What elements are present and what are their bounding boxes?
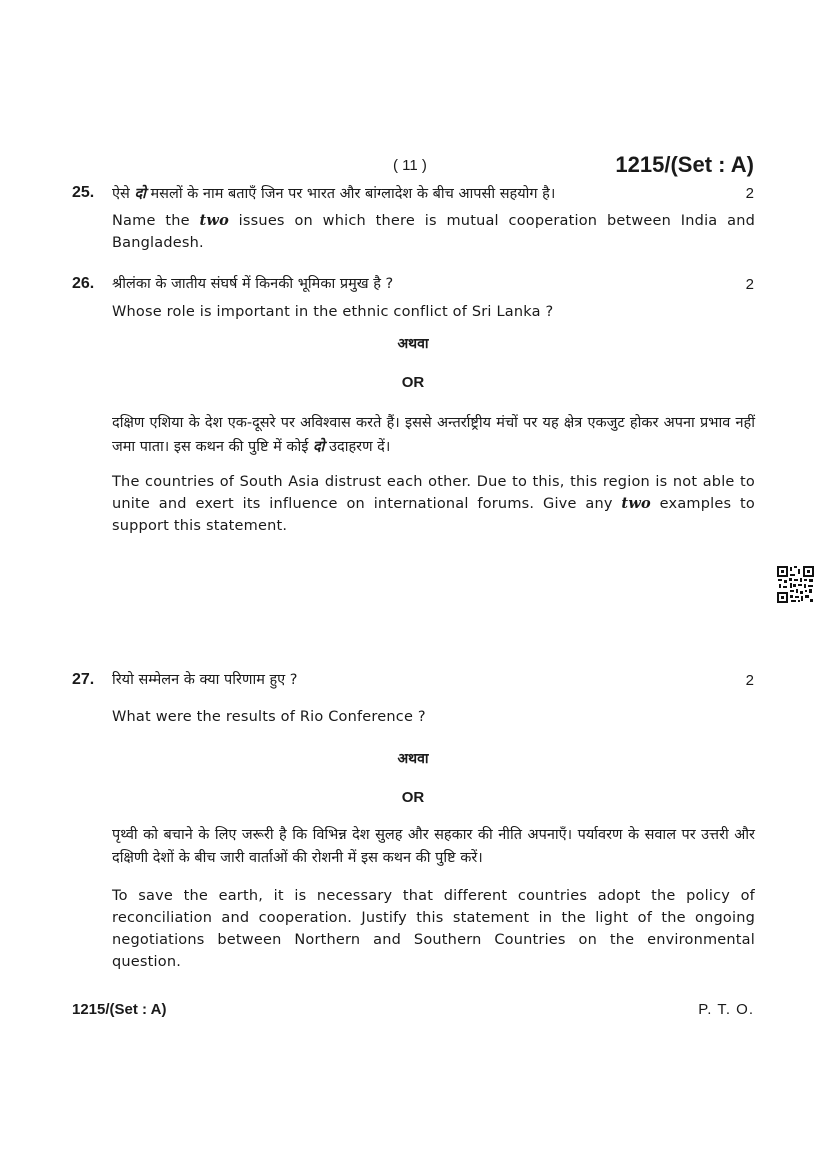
question-hindi-text: श्रीलंका के जातीय संघर्ष में किनकी भूमिका प्रमुख है ? [112, 276, 394, 292]
athva-separator: अथवा [397, 751, 429, 767]
question-marks: 2 [745, 672, 754, 689]
question-marks: 2 [745, 185, 754, 202]
alternative-english-text: To save the earth, it is necessary that different countries adopt the policy of reconciliation and cooperation. Justify this statement in the light of the ongoing negotiations between Northern and Southern Countries on the environmental question. [112, 888, 755, 970]
question-number: 26. [72, 275, 95, 292]
question-25 [112, 182, 755, 254]
paper-code-footer: 1215/(Set : A) [72, 1001, 167, 1018]
question-26 [112, 273, 755, 323]
alternative-hindi-text: पृथ्वी को बचाने के लिए जरूरी है कि विभिन्न देश सुलह और सहकार की नीति अपनाएँ। पर्यावरण के सवाल पर उत्तरी और दक्षिणी देशों के बीच जारी वार्ताओं की रोशनी में इस कथन की पुष्टि करें। [112, 827, 755, 866]
question-marks: 2 [745, 276, 754, 293]
question-27 [112, 669, 755, 728]
page-number: ( 11 ) [393, 157, 427, 174]
question-26-alternative [112, 412, 755, 537]
question-hindi-text: ऐसे दो मसलों के नाम बताएँ जिन पर भारत और बांग्लादेश के बीच आपसी सहयोग है। [112, 185, 556, 202]
question-english-text: What were the results of Rio Conference ? [112, 709, 426, 725]
athva-separator: अथवा [397, 336, 429, 352]
question-hindi-text: रियो सम्मेलन के क्या परिणाम हुए ? [112, 672, 298, 688]
question-english-text: Whose role is important in the ethnic conflict of Sri Lanka ? [112, 304, 554, 320]
question-27-alternative [112, 824, 755, 973]
question-number: 25. [72, 184, 95, 201]
question-english-text: Name the two issues on which there is mutual cooperation between India and Bangladesh. [112, 212, 756, 251]
alternative-english-text: The countries of South Asia distrust each other. Due to this, this region is not able to unite and exert its influence on international forums. Give any two examples to support this statement. [112, 474, 755, 534]
or-separator: OR [401, 374, 425, 391]
qr-code [777, 566, 814, 603]
question-number: 27. [72, 671, 95, 688]
pto-label: P. T. O. [698, 1001, 754, 1018]
or-separator: OR [401, 789, 425, 806]
alternative-hindi-text: दक्षिण एशिया के देश एक-दूसरे पर अविश्वास करते हैं। इससे अन्तर्राष्ट्रीय मंचों पर यह क्षेत्र एकजुट होकर अपना प्रभाव नहीं जमा पाता। इस कथन की पुष्टि में कोई दो उदाहरण दें। [112, 415, 755, 455]
paper-code-header: 1215/(Set : A) [615, 152, 754, 177]
